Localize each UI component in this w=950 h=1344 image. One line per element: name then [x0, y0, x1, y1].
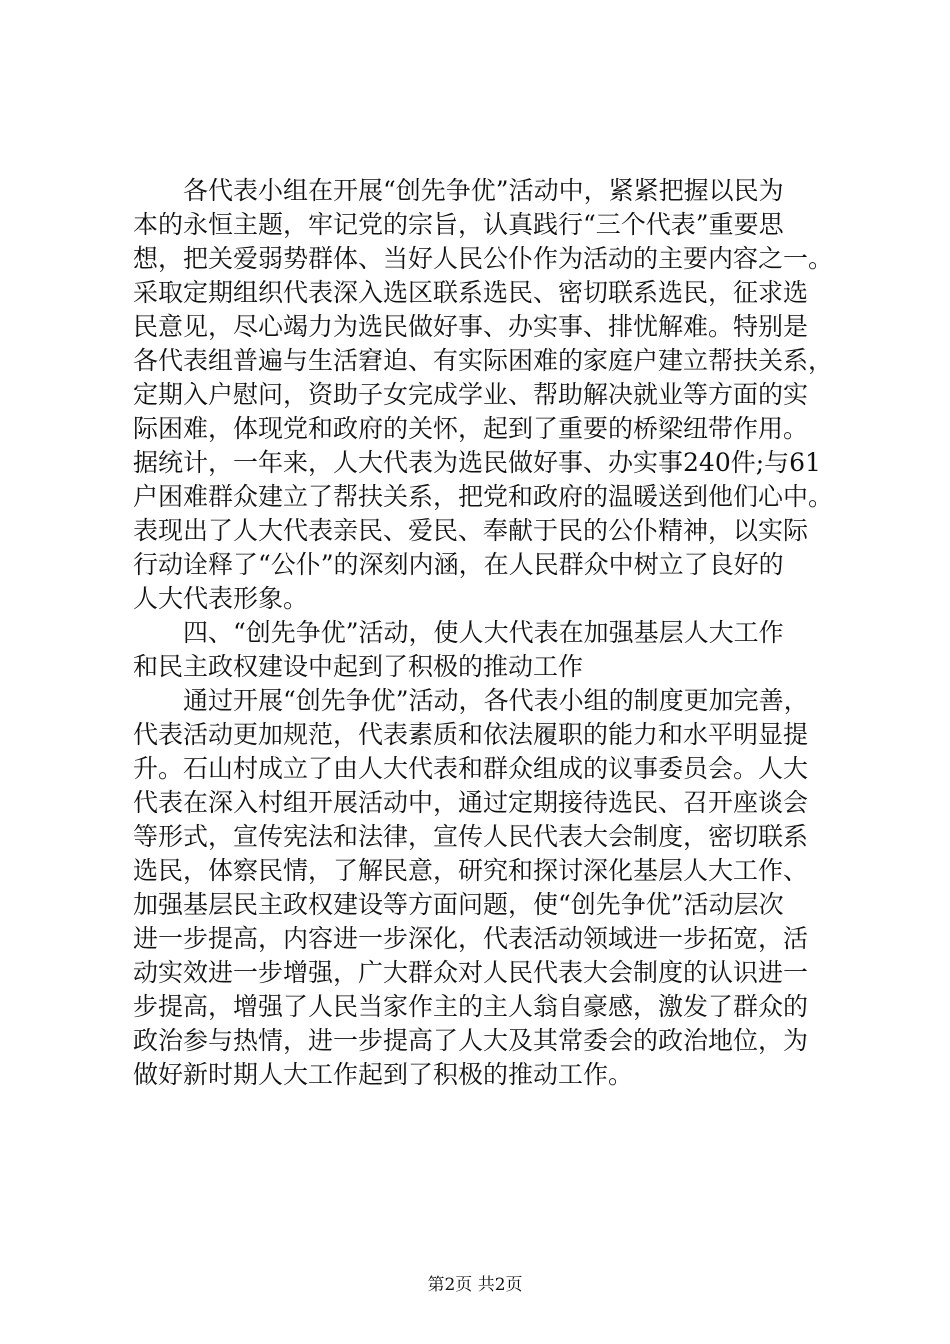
page-number-footer: 第2页 共2页 — [427, 1275, 523, 1295]
text-line: 各代表小组在开展“创先争优”活动中，紧紧把握以民为 — [183, 176, 784, 205]
text-line: 进一步提高，内容进一步深化，代表活动领域进一步拓宽，活 — [133, 924, 809, 953]
paragraph-representative-groups — [133, 174, 833, 616]
text-line: 加强基层民主政权建设等方面问题，使“创先争优”活动层次 — [133, 890, 784, 919]
text-line: 步提高，增强了人民当家作主的主人翁自豪感，激发了群众的 — [133, 992, 809, 1021]
text-line: 等形式，宣传宪法和法律，宣传人民代表大会制度，密切联系 — [133, 822, 809, 851]
text-line: 动实效进一步增强，广大群众对人民代表大会制度的认识进一 — [133, 958, 809, 987]
paragraph-activity-results — [133, 684, 833, 1092]
text-line: 代表活动更加规范，代表素质和依法履职的能力和水平明显提 — [133, 720, 809, 749]
text-line: 做好新时期人大工作起到了积极的推动工作。 — [133, 1060, 634, 1089]
text-line: 政治参与热情，进一步提高了人大及其常委会的政治地位，为 — [133, 1026, 809, 1055]
text-line: 采取定期组织代表深入选区联系选民、密切联系选民，征求选 — [133, 278, 809, 307]
text-line: 人大代表形象。 — [133, 584, 309, 613]
text-line: 升。石山村成立了由人大代表和群众组成的议事委员会。人大 — [133, 754, 809, 783]
heading-line: 和民主政权建设中起到了积极的推动工作 — [133, 652, 584, 681]
text-line: 户困难群众建立了帮扶关系，把党和政府的温暖送到他们心中。 — [133, 482, 833, 511]
text-line: 表现出了人大代表亲民、爱民、奉献于民的公仆精神，以实际 — [133, 516, 809, 545]
text-line: 本的永恒主题，牢记党的宗旨，认真践行“三个代表”重要思 — [133, 210, 784, 239]
text-line: 定期入户慰问，资助子女完成学业、帮助解决就业等方面的实 — [133, 380, 809, 409]
document-body — [133, 174, 833, 1092]
text-line: 各代表组普遍与生活窘迫、有实际困难的家庭户建立帮扶关系， — [133, 346, 833, 375]
section-heading-four — [133, 616, 833, 684]
text-line: 行动诠释了“公仆”的深刻内涵，在人民群众中树立了良好的 — [133, 550, 784, 579]
text-line: 选民，体察民情，了解民意，研究和探讨深化基层人大工作、 — [133, 856, 809, 885]
text-line: 想，把关爱弱势群体、当好人民公仆作为活动的主要内容之一。 — [133, 244, 833, 273]
text-line: 民意见，尽心竭力为选民做好事、办实事、排忧解难。特别是 — [133, 312, 809, 341]
text-line: 据统计，一年来，人大代表为选民做好事、办实事240件;与61 — [133, 448, 821, 477]
heading-line: 四、“创先争优”活动，使人大代表在加强基层人大工作 — [183, 618, 784, 647]
text-line: 代表在深入村组开展活动中，通过定期接待选民、召开座谈会 — [133, 788, 809, 817]
text-line: 际困难，体现党和政府的关怀，起到了重要的桥梁纽带作用。 — [133, 414, 809, 443]
text-line: 通过开展“创先争优”活动，各代表小组的制度更加完善， — [183, 686, 809, 715]
